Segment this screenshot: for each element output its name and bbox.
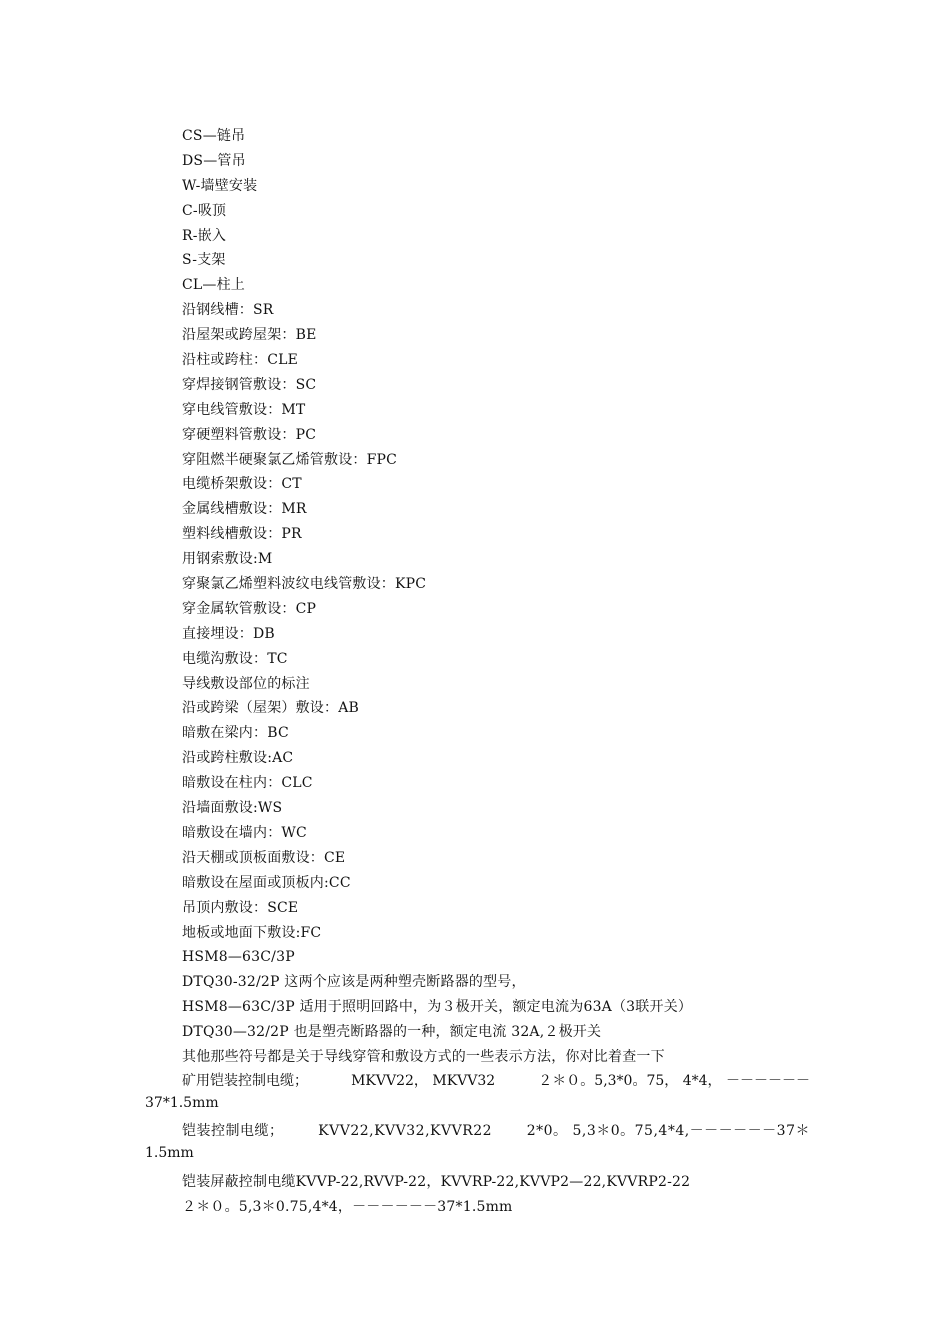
text-line: 其他那些符号都是关于导线穿管和敷设方式的一些表示方法，你对比着查一下 xyxy=(182,1048,665,1065)
text-line: 穿阻燃半硬聚氯乙烯管敷设：FPC xyxy=(182,451,398,468)
text-line: 穿金属软管敷设：CP xyxy=(182,600,317,617)
text-line: 沿或跨柱敷设:AC xyxy=(182,750,294,767)
text-line: 穿焊接钢管敷设：SC xyxy=(182,376,317,393)
text-line: 暗敷设在柱内：CLC xyxy=(182,775,313,792)
text-line: DS—管吊 xyxy=(182,152,246,169)
cable-entry-3-models: 铠装屏蔽控制电缆KVVP-22,RVVP-22，KVVRP-22,KVVP2—22,KVVRP2-22 xyxy=(182,1173,691,1190)
text-line: DTQ30—32/2P 也是塑壳断路器的一种，额定电流 32A,２极开关 xyxy=(182,1024,602,1041)
text-line: 沿钢线槽：SR xyxy=(182,302,274,319)
text-line: 沿柱或跨柱：CLE xyxy=(182,352,299,369)
text-line: 金属线槽敷设：MR xyxy=(182,501,307,518)
text-line: 穿硬塑料管敷设：PC xyxy=(182,426,317,443)
text-line: 暗敷设在墙内：WC xyxy=(182,824,307,841)
text-line: 穿聚氯乙烯塑料波纹电线管敷设：KPC xyxy=(182,576,427,593)
document-body xyxy=(145,124,810,1220)
text-line: 暗敷设在屋面或顶板内:CC xyxy=(182,874,351,891)
cable-specs-continued: 1.5mm xyxy=(145,1144,194,1161)
text-line: 直接埋设：DB xyxy=(182,625,275,642)
text-line: 塑料线槽敷设：PR xyxy=(182,526,302,543)
text-line: 沿或跨梁（屋架）敷设：AB xyxy=(182,700,359,717)
cable-specs: 2*0。 5,3＊0。75,4*4,－－－－－－37＊ xyxy=(526,1122,810,1139)
text-line: W-墙壁安装 xyxy=(182,177,258,194)
section-heading: 导线敷设部位的标注 xyxy=(182,675,310,692)
cable-models: KVV22,KVV32,KVVR22 xyxy=(318,1122,493,1139)
cable-name: 铠装控制电缆； xyxy=(182,1122,284,1139)
text-line: R-嵌入 xyxy=(182,227,227,244)
text-line: C-吸顶 xyxy=(182,202,227,219)
cable-entry-2 xyxy=(145,1120,810,1170)
text-line: HSM8—63C/3P xyxy=(182,949,295,966)
text-line: CL—柱上 xyxy=(182,277,246,294)
cable-name: 矿用铠装控制电缆； xyxy=(182,1072,308,1089)
text-line: CS—链吊 xyxy=(182,128,246,144)
text-line: 沿墙面敷设:WS xyxy=(182,800,283,817)
text-line: 地板或地面下敷设:FC xyxy=(182,924,322,941)
cable-models: MKVV22， MKVV32 xyxy=(351,1072,496,1089)
text-line: 电缆桥架敷设：CT xyxy=(182,476,302,493)
text-line: DTQ30-32/2P 这两个应该是两种塑壳断路器的型号， xyxy=(182,974,526,991)
text-line: 吊顶内敷设：SCE xyxy=(182,899,299,916)
text-line: 电缆沟敷设：TC xyxy=(182,650,288,667)
text-line: S-支架 xyxy=(182,252,226,269)
cable-specs: ２＊０。5,3*0。75， 4*4， －－－－－－ xyxy=(538,1072,810,1089)
text-line: 沿屋架或跨屋架：BE xyxy=(182,327,317,344)
text-line: HSM8—63C/3P 适用于照明回路中，为３极开关，额定电流为63A（3联开关） xyxy=(182,999,693,1016)
cable-entry-1 xyxy=(145,1070,810,1120)
text-line: 暗敷在梁内：BC xyxy=(182,725,289,742)
text-line: 穿电线管敷设：MT xyxy=(182,401,306,418)
cable-entry-3-specs: ２＊０。5,3＊0.75,4*4，－－－－－－37*1.5mm xyxy=(182,1198,513,1215)
text-line: 沿天棚或顶板面敷设：CE xyxy=(182,849,346,866)
cable-specs-continued: 37*1.5mm xyxy=(145,1094,219,1111)
text-line: 用钢索敷设:M xyxy=(182,551,273,568)
